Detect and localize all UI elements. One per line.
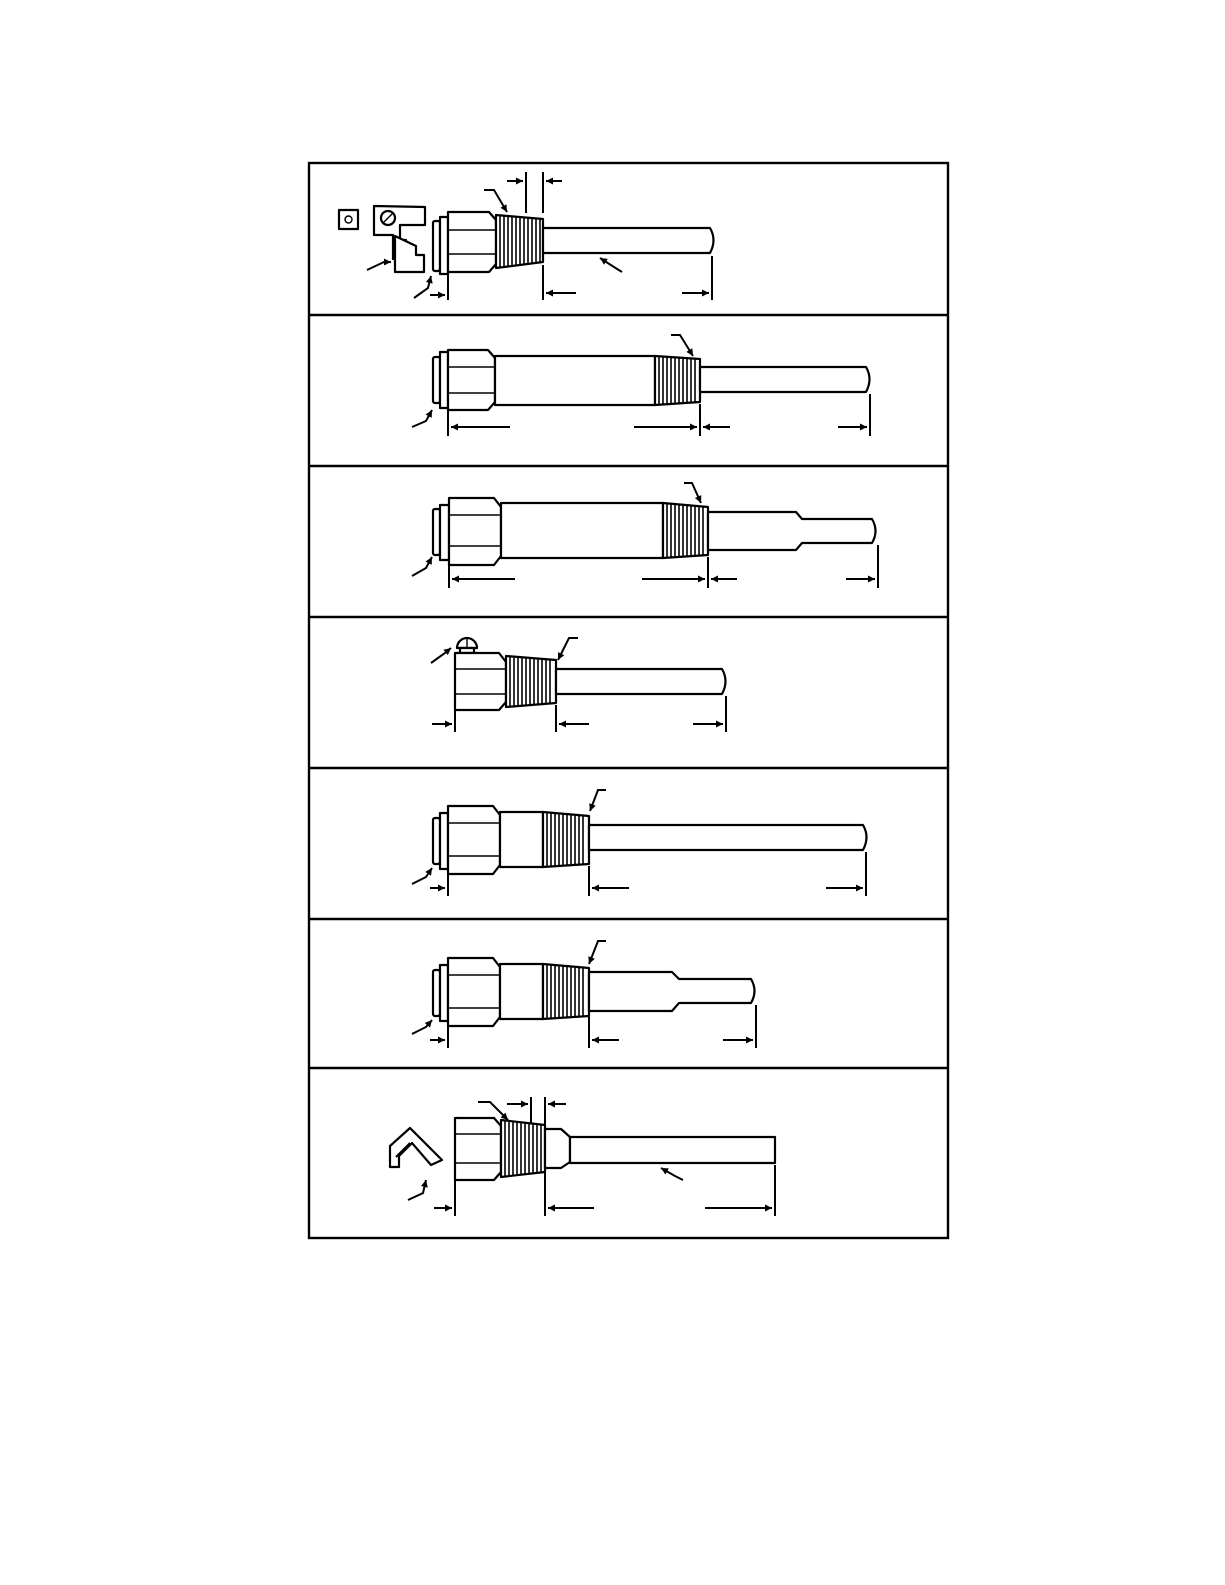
well-stem (700, 367, 870, 392)
hex-head (455, 653, 506, 710)
stepped-stem (708, 512, 876, 550)
panel-6 (412, 941, 756, 1048)
well-stem (570, 1137, 775, 1163)
triangle-clip (390, 1128, 442, 1167)
bushing-head (433, 498, 501, 565)
tapered-thread (543, 964, 589, 1019)
extension-neck (501, 503, 663, 558)
well-stem (556, 669, 726, 694)
bushing-head (433, 350, 495, 410)
panel-3 (412, 483, 878, 588)
figure-frame (309, 163, 948, 1238)
lagging-neck (500, 964, 543, 1019)
bushing-head (433, 958, 500, 1026)
lagging-neck (500, 812, 543, 867)
bushing-head (433, 806, 500, 874)
panel-1 (339, 172, 714, 300)
extension-neck (495, 356, 655, 405)
hex-head (455, 1118, 501, 1180)
well-stem (589, 825, 867, 850)
panel-5 (412, 790, 867, 896)
tapered-thread (655, 356, 700, 405)
collar (545, 1129, 570, 1168)
tapered-thread (663, 503, 708, 558)
tapered-thread (501, 1120, 545, 1177)
sensor-bulb-icon (339, 210, 358, 229)
bushing-head (433, 212, 496, 274)
stepped-stem (589, 972, 755, 1011)
panel-2 (412, 335, 870, 436)
tapered-thread (543, 812, 589, 867)
panel-7 (390, 1097, 775, 1216)
well-stem (543, 228, 714, 253)
mounting-clip (395, 236, 424, 272)
panel-4 (431, 638, 726, 732)
